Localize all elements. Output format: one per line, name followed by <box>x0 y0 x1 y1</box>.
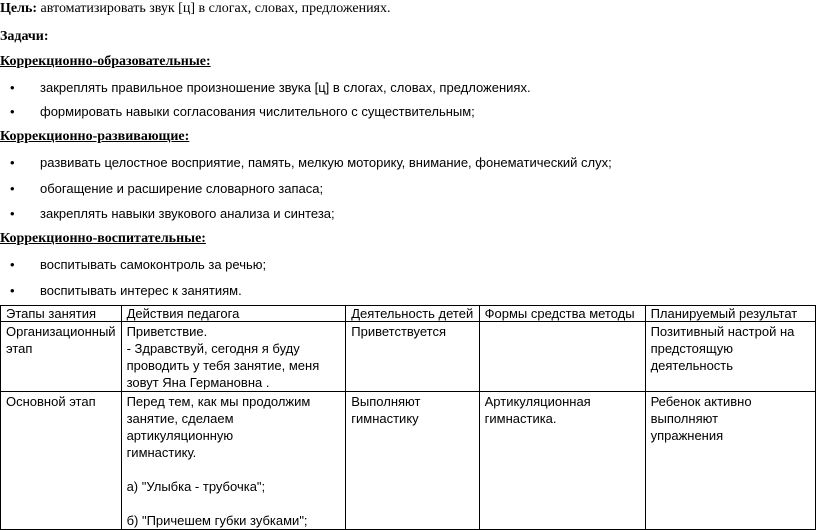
cell-teacher: Приветствие. - Здравствуй, сегодня я буду проводить у тебя занятие, меня зовут Яна Германовна . <box>121 322 346 392</box>
list-item: воспитывать интерес к занятиям. <box>40 283 242 298</box>
section-heading-educational: Коррекционно-образовательные: <box>0 54 211 69</box>
column-header-stage: Этапы занятия <box>1 306 122 322</box>
cell-stage: Основной этап <box>1 392 122 530</box>
cell-stage: Организационный этап <box>1 322 122 392</box>
goal-text: автоматизировать звук [ц] в слогах, словах, предложениях. <box>37 1 391 16</box>
cell-methods: Артикуляционная гимнастика. <box>479 392 645 530</box>
list-item: обогащение и расширение словарного запаса; <box>40 181 324 196</box>
column-header-result: Планируемый результат <box>645 306 815 322</box>
cell-result: Ребенок активно выполняют упражнения <box>645 392 815 530</box>
cell-teacher: Перед тем, как мы продолжим занятие, сделаем артикуляционную гимнастику. а) "Улыбка - трубочка"; б) "Причешем губки зубками"; <box>121 392 346 530</box>
bullet-icon: • <box>10 206 15 221</box>
bullet-icon: • <box>10 155 15 170</box>
table-header-row <box>1 306 816 322</box>
table-row <box>1 322 816 392</box>
column-header-methods: Формы средства методы <box>479 306 645 322</box>
table-row <box>1 392 816 530</box>
column-header-children: Деятельность детей <box>346 306 479 322</box>
goal-line <box>0 1 391 17</box>
list-item: воспитывать самоконтроль за речью; <box>40 257 267 272</box>
column-header-teacher: Действия педагога <box>121 306 346 322</box>
cell-result: Позитивный настрой на предстоящую деятельность <box>645 322 815 392</box>
list-item: закреплять навыки звукового анализа и синтеза; <box>40 206 335 221</box>
list-item: развивать целостное восприятие, память, мелкую моторику, внимание, фонематический слух; <box>40 155 612 170</box>
list-item: формировать навыки согласования числительного с существительным; <box>40 104 475 119</box>
bullet-icon: • <box>10 257 15 272</box>
lesson-table <box>0 305 816 530</box>
section-heading-developmental: Коррекционно-развивающие: <box>0 129 190 144</box>
bullet-icon: • <box>10 283 15 298</box>
section-heading-upbringing: Коррекционно-воспитательные: <box>0 231 206 246</box>
tasks-heading: Задачи: <box>0 29 49 44</box>
bullet-icon: • <box>10 80 15 95</box>
cell-children: Приветствуется <box>346 322 479 392</box>
cell-children: Выполняют гимнастику <box>346 392 479 530</box>
list-item: закреплять правильное произношение звука [ц] в слогах, словах, предложениях. <box>40 80 531 95</box>
bullet-icon: • <box>10 181 15 196</box>
cell-methods <box>479 322 645 392</box>
goal-label: Цель: <box>0 1 38 16</box>
bullet-icon: • <box>10 104 15 119</box>
